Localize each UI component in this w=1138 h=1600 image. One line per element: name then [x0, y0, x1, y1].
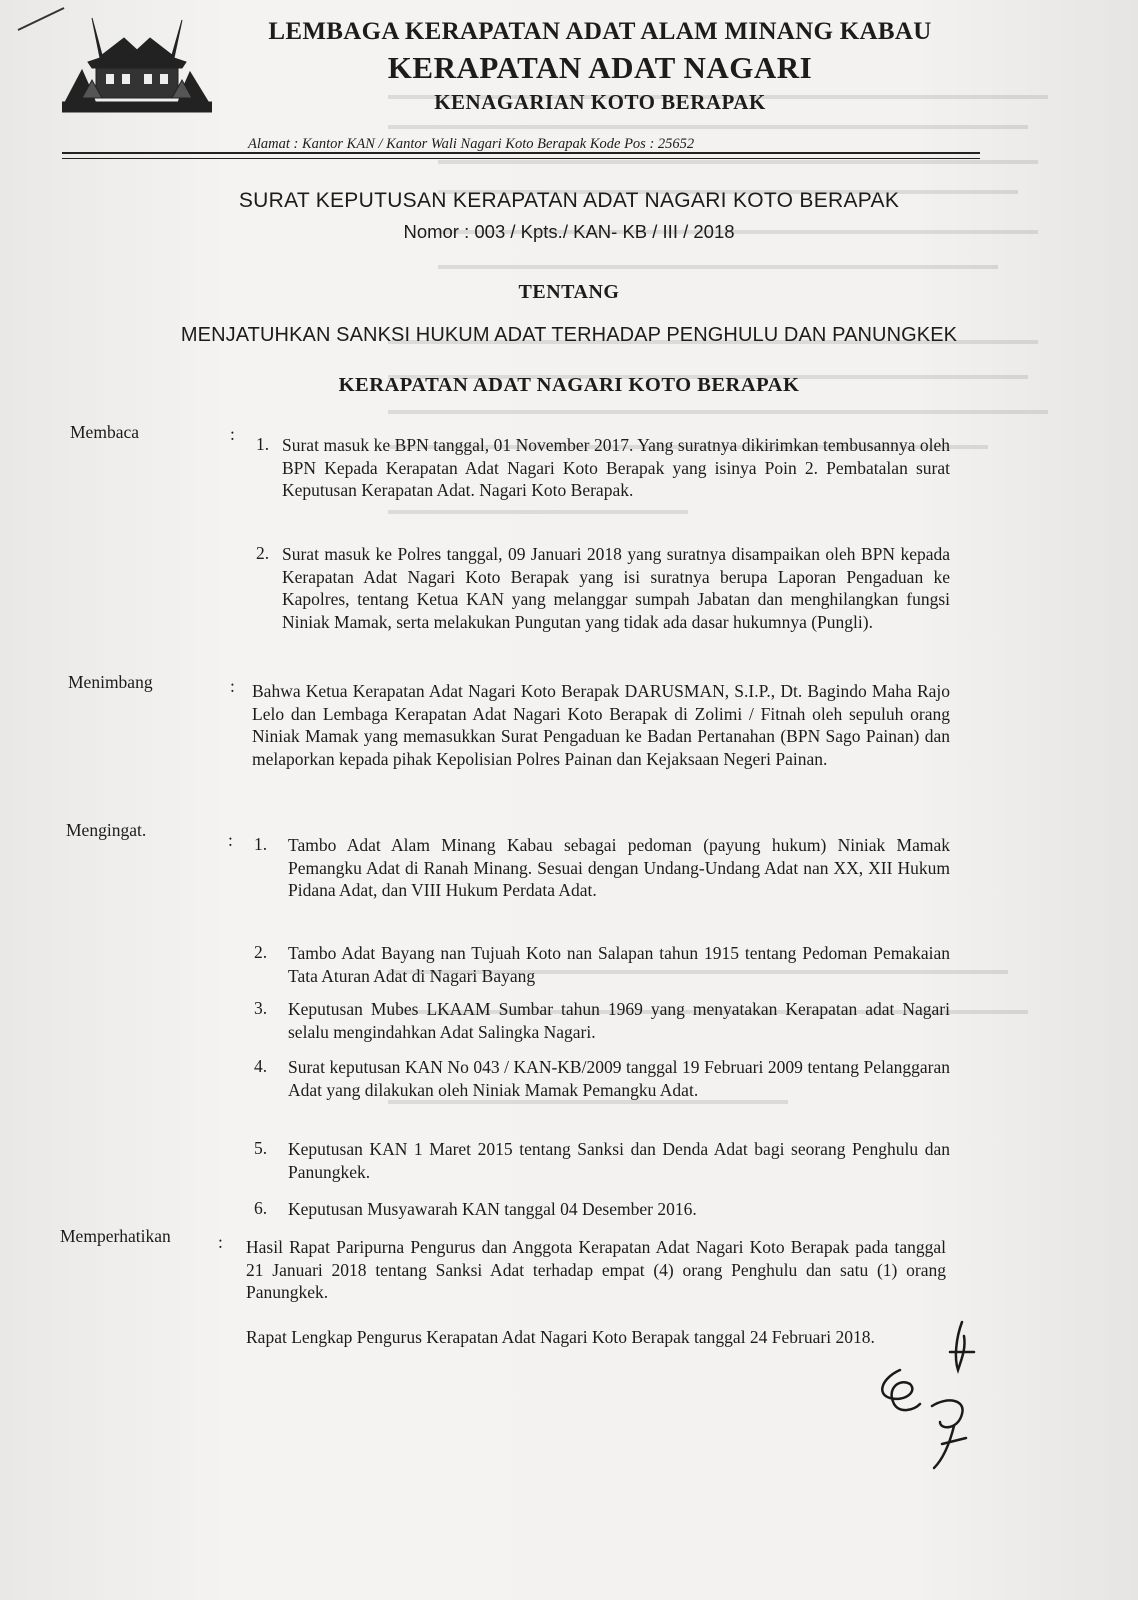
list-item: Tambo Adat Bayang nan Tujuah Koto nan Salapan tahun 1915 tentang Pedoman Pemakaian Tata Aturan Adat di Nagari Bayang [288, 943, 950, 986]
item-number: 1. [256, 434, 270, 454]
rumah-gadang-logo [62, 10, 212, 120]
list-item: Tambo Adat Alam Minang Kabau sebagai pedoman (payung hukum) Niniak Mamak Pemangku Adat di Ranah Minang. Sesuai dengan Undang-Undang Adat nan XX, XII Hukum Pidana Adat, dan VIII Hukum Perdata Adat. [288, 835, 950, 900]
decree-number: Nomor : 003 / Kpts./ KAN- KB / III / 2018 [403, 221, 735, 242]
section-label-memperhatikan: Memperhatikan [60, 1226, 171, 1246]
list-item: Keputusan Musyawarah KAN tanggal 04 Desember 2016. [288, 1199, 697, 1219]
item-number: 2. [254, 942, 268, 962]
letterhead-region: KENAGARIAN KOTO BERAPAK [434, 90, 766, 114]
letterhead-institution: LEMBAGA KERAPATAN ADAT ALAM MINANG KABAU [268, 18, 932, 45]
colon: : [218, 1232, 223, 1252]
list-item: Keputusan KAN 1 Maret 2015 tentang Sanksi dan Denda Adat bagi seorang Penghulu dan Panungkek. [288, 1139, 950, 1182]
pen-mark [14, 4, 74, 34]
header-rule [62, 152, 980, 154]
memperhatikan-paragraph: Hasil Rapat Paripurna Pengurus dan Anggota Kerapatan Adat Nagari Koto Berapak pada tanggal 21 Januari 2018 tentang Sanksi Adat terhadap empat (4) orang Penghulu dan satu (1) orang Panungkek. [246, 1237, 946, 1302]
section-label-menimbang: Menimbang [68, 672, 153, 692]
decree-subject: MENJATUHKAN SANKSI HUKUM ADAT TERHADAP PENGHULU DAN PANUNGKEK [180, 324, 958, 346]
decree-title: SURAT KEPUTUSAN KERAPATAN ADAT NAGARI KOTO BERAPAK [238, 189, 900, 212]
header-rule-thin [62, 158, 980, 159]
item-number: 3. [254, 998, 268, 1018]
item-number: 1. [254, 834, 268, 854]
list-item: Keputusan Mubes LKAAM Sumbar tahun 1969 yang menyatakan Kerapatan adat Nagari selalu mengindahkan Adat Salingka Nagari. [288, 999, 950, 1042]
section-label-membaca: Membaca [70, 422, 139, 442]
colon: : [228, 830, 233, 850]
letterhead-title: KERAPATAN ADAT NAGARI [387, 50, 813, 85]
item-number: 4. [254, 1056, 268, 1076]
initials-signature [870, 1318, 990, 1488]
section-label-mengingat: Mengingat. [66, 820, 147, 840]
item-number: 2. [256, 543, 270, 563]
list-item: Surat masuk ke Polres tanggal, 09 Januari 2018 yang suratnya disampaikan oleh BPN kepada Kerapatan Adat Nagari Koto Berapak yang isi suratnya berupa Laporan Pengaduan ke Kapolres, tentang Ketua KAN yang melanggar sumpah Jabatan dan menghilangkan fungsi Niniak Mamak, serta melakukan Pungutan yang tidak ada dasar hukumnya (Pungli). [282, 544, 950, 632]
about-label: TENTANG [518, 281, 620, 303]
menimbang-text: Bahwa Ketua Kerapatan Adat Nagari Koto Berapak DARUSMAN, S.I.P., Dt. Bagindo Maha Rajo Lelo dan Lembaga Kerapatan Adat Nagari Koto Berapak di Zolimi / Fitnah oleh sepuluh orang Niniak Mamak yang memasukkan Surat Pengaduan ke Badan Pertanahan (BPN Sago Painan) dan melaporkan kepada pihak Kepolisian Polres Painan dan Kejaksaan Negeri Painan. [252, 681, 950, 769]
decree-issuer: KERAPATAN ADAT NAGARI KOTO BERAPAK [338, 374, 800, 396]
memperhatikan-paragraph: Rapat Lengkap Pengurus Kerapatan Adat Nagari Koto Berapak tanggal 24 Februari 2018. [246, 1327, 875, 1347]
list-item: Surat masuk ke BPN tanggal, 01 November 2017. Yang suratnya dikirimkan tembusannya oleh BPN Kepada Kerapatan Adat Nagari Koto Berapak yang isinya Poin 2. Pembatalan surat Keputusan Kerapatan Adat. Nagari Koto Berapak. [282, 435, 950, 500]
item-number: 5. [254, 1138, 268, 1158]
letterhead-address: Alamat : Kantor KAN / Kantor Wali Nagari Koto Berapak Kode Pos : 25652 [248, 136, 695, 152]
item-number: 6. [254, 1198, 268, 1218]
colon: : [230, 676, 235, 696]
list-item: Surat keputusan KAN No 043 / KAN-KB/2009 tanggal 19 Februari 2009 tentang Pelanggaran Adat yang dilakukan oleh Niniak Mamak Pemangku Adat. [288, 1057, 950, 1100]
colon: : [230, 424, 235, 444]
